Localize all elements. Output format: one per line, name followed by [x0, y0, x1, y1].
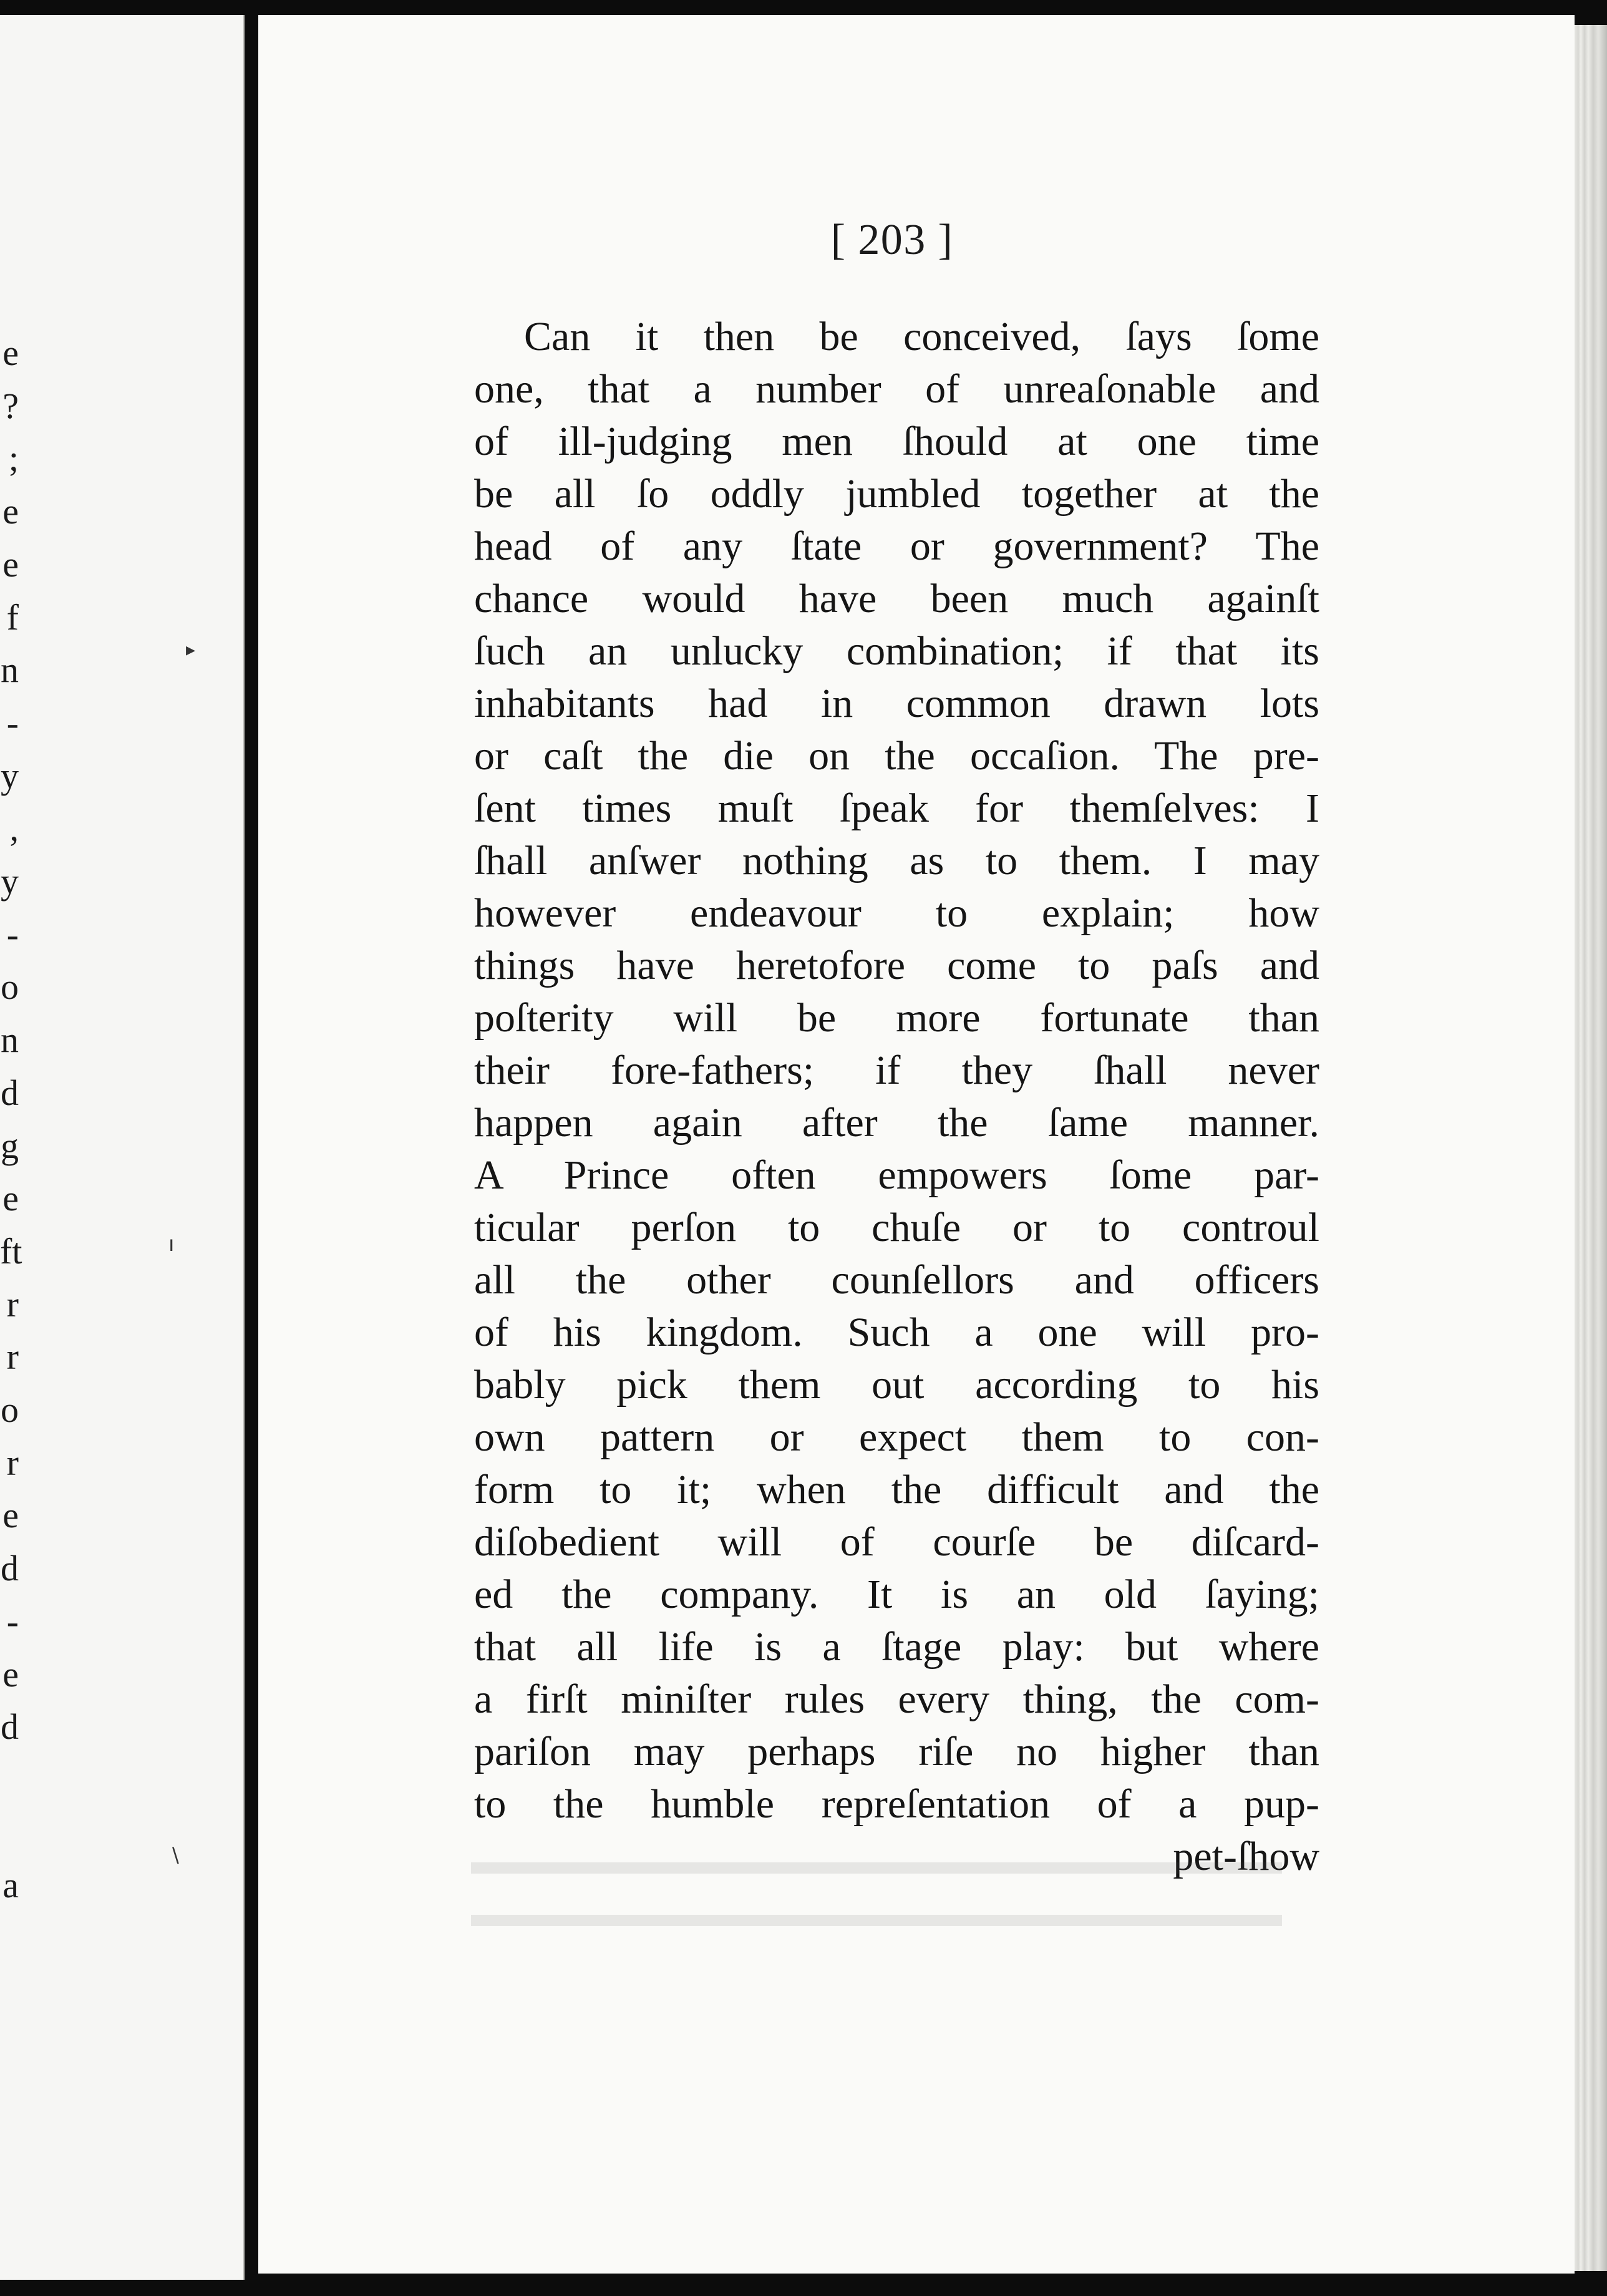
left-page-fragment: e [2, 333, 19, 373]
left-page-fragment: o [1, 966, 19, 1008]
left-page-fragment: ? [2, 385, 19, 426]
page-speck: ▸ [186, 639, 196, 661]
page-edges [1575, 25, 1607, 2271]
left-page-fragment: o [1, 1389, 19, 1431]
text-line: however endeavour to explain; how [474, 890, 1319, 936]
page-number: [ 203 ] [830, 216, 954, 264]
left-page-fragment: e [2, 1495, 19, 1536]
text-line: chance would have been much againſt [474, 576, 1319, 621]
text-line: A Prince often empowers ſome par- [474, 1152, 1319, 1198]
left-page-fragment: - [6, 1600, 19, 1642]
left-page-fragment: y [1, 861, 19, 902]
left-page-fragment: - [6, 702, 19, 743]
left-page-fragment: n [1, 1019, 19, 1061]
text-line: or caſt the die on the occaſion. The pre- [474, 733, 1319, 779]
show-through-text [471, 1844, 1282, 1937]
body-text [474, 311, 1319, 1883]
text-line: pariſon may perhaps riſe no higher than [474, 1729, 1319, 1774]
text-line: poſterity will be more fortunate than [474, 995, 1319, 1041]
left-page-fragment: y [1, 755, 19, 796]
text-line: all the other counſellors and officers [474, 1257, 1319, 1303]
left-page-fragment: r [6, 1336, 19, 1378]
text-line: to the humble repreſentation of a pup- [474, 1781, 1319, 1827]
left-page-text-fragments [0, 327, 22, 1912]
text-line: a firſt miniſter rules every thing, the com- [474, 1676, 1319, 1722]
text-line: of his kingdom. Such a one will pro- [474, 1310, 1319, 1355]
book-gutter [245, 0, 258, 2296]
left-page-fragment: e [2, 1178, 19, 1219]
left-page-fragment [0, 1754, 19, 1807]
text-line: bably pick them out according to his [474, 1362, 1319, 1408]
text-line: diſobedient will of courſe be diſcard- [474, 1519, 1319, 1565]
text-line: that all life is a ſtage play: but where [474, 1624, 1319, 1670]
left-page-fragment: a [2, 1865, 19, 1906]
text-line: Can it then be conceived, ſays ſome [524, 314, 1319, 359]
left-page-fragment: d [1, 1072, 19, 1113]
page-speck: \ [172, 1843, 179, 1867]
left-page-fragment: r [6, 1283, 19, 1325]
text-line: be all ſo oddly jumbled together at the [474, 471, 1319, 517]
left-page-fragment: ft [0, 1230, 22, 1272]
left-page-fragment: r [6, 1442, 19, 1483]
left-page-fragment: e [2, 491, 19, 532]
left-page [0, 15, 245, 2280]
text-line: ticular perſon to chuſe or to controul [474, 1205, 1319, 1250]
left-page-fragment: - [6, 913, 19, 955]
text-line: one, that a number of unreaſonable and [474, 366, 1319, 412]
left-page-fragment: d [1, 1706, 19, 1748]
text-line: happen again after the ſame manner. [474, 1100, 1319, 1146]
text-line: things have heretofore come to paſs and [474, 943, 1319, 988]
left-page-fragment: d [1, 1548, 19, 1589]
left-page-fragment: e [2, 1653, 19, 1695]
text-line: ſent times muſt ſpeak for themſelves: I [474, 786, 1319, 831]
text-line: inhabitants had in common drawn lots [474, 681, 1319, 726]
left-page-fragment: e [2, 543, 19, 585]
text-line: head of any ſtate or government? The [474, 523, 1319, 569]
left-page-fragment [0, 1807, 19, 1860]
text-line: own pattern or expect them to con- [474, 1414, 1319, 1460]
left-page-fragment: ; [8, 438, 19, 479]
left-page-fragment: g [1, 1125, 19, 1166]
left-page-fragment: , [9, 808, 19, 849]
text-line: ſhall anſwer nothing as to them. I may [474, 838, 1319, 883]
text-line: ed the company. It is an old ſaying; [474, 1572, 1319, 1617]
text-line: form to it; when the difficult and the [474, 1467, 1319, 1512]
text-line: of ill-judging men ſhould at one time [474, 419, 1319, 464]
left-page-fragment: n [1, 649, 19, 691]
page-speck: ı [168, 1232, 175, 1257]
catchword: pet-ſhow [1173, 1834, 1319, 1879]
text-line: ſuch an unlucky combination; if that its [474, 628, 1319, 674]
text-line: their fore-fathers; if they ſhall never [474, 1048, 1319, 1093]
left-page-fragment: f [6, 596, 19, 638]
